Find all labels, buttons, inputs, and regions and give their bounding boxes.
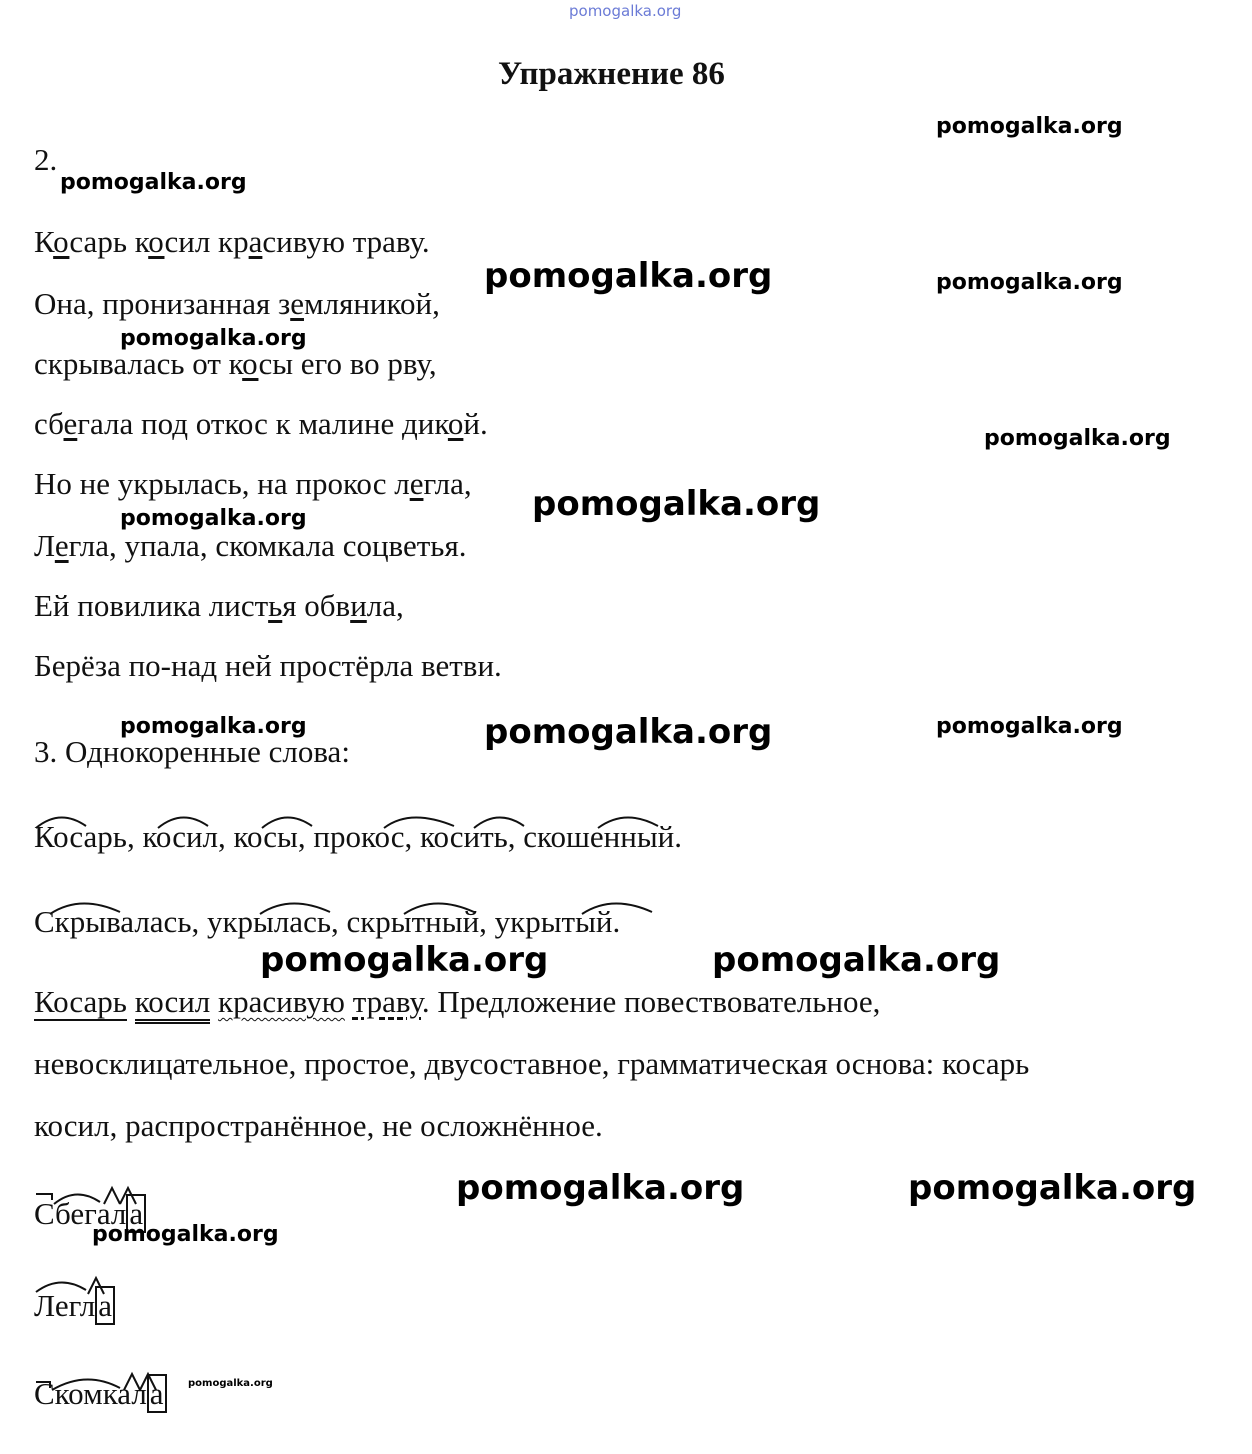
- poem-text: й.: [463, 406, 488, 441]
- cognates-line-1: Косарь, косил, косы, прокос, косить, скошенный.: [34, 819, 682, 854]
- poem-text: Ей повилика лист: [34, 588, 269, 623]
- watermark[interactable]: pomogalka.org: [60, 170, 247, 195]
- watermark[interactable]: pomogalka.org: [120, 714, 307, 739]
- poem-text: гла,: [423, 466, 472, 501]
- poem-text: сивую траву.: [262, 224, 430, 259]
- marked-vowel: е: [290, 286, 304, 321]
- poem-text: сил кр: [164, 224, 249, 259]
- watermark-top[interactable]: pomogalka.org: [569, 2, 682, 20]
- analysis-rest: . Предложение повествовательное,: [421, 984, 881, 1019]
- marked-vowel: и: [350, 588, 367, 623]
- cognates-line-2: Скрывалась, укрылась, скрытный, укрытый.: [34, 904, 621, 939]
- word-ending: а: [126, 1194, 146, 1233]
- section-number: 2.: [34, 142, 58, 177]
- analysis-line-3: косил, распространённое, не осложнённое.: [34, 1108, 603, 1143]
- subject-word: Косарь: [34, 984, 127, 1019]
- marked-vowel: е: [63, 406, 78, 441]
- marked-vowel: а: [248, 224, 263, 259]
- poem-text: Берёза по-над ней простёрла ветви.: [34, 648, 502, 683]
- predicate-word: косил: [135, 984, 211, 1024]
- poem-text: я обв: [282, 588, 351, 623]
- poem-text: сб: [34, 406, 64, 441]
- poem-text: скрывалась от к: [34, 346, 243, 381]
- watermark-large[interactable]: pomogalka.org: [456, 1168, 745, 1208]
- word-stem: Легл: [34, 1288, 96, 1323]
- poem-text: Л: [34, 528, 55, 563]
- word-ending: а: [147, 1374, 167, 1413]
- word-ending: а: [95, 1286, 115, 1325]
- watermark[interactable]: pomogalka.org: [936, 270, 1123, 295]
- word-stem: Скомкал: [34, 1376, 147, 1411]
- page-title: Упражнение 86: [498, 56, 725, 92]
- poem-text: Но не укрылась, на прокос л: [34, 466, 410, 501]
- poem-text: гала под откос к малине дик: [77, 406, 448, 441]
- poem-text: сарь к: [69, 224, 149, 259]
- marked-vowel: о: [148, 224, 165, 259]
- marked-vowel: о: [242, 346, 259, 381]
- watermark[interactable]: pomogalka.org: [120, 326, 307, 351]
- object-word: траву: [352, 984, 422, 1019]
- poem-text: гла, упала, скомкала соцветья.: [68, 528, 467, 563]
- watermark-large[interactable]: pomogalka.org: [532, 484, 821, 524]
- watermark[interactable]: pomogalka.org: [120, 506, 307, 531]
- word-stem: Сбегал: [34, 1196, 127, 1231]
- poem-text: сы его во рву,: [258, 346, 437, 381]
- poem-text: мляникой,: [303, 286, 440, 321]
- attribute-word: красивую: [218, 984, 345, 1019]
- watermark-large[interactable]: pomogalka.org: [484, 712, 773, 752]
- watermark[interactable]: pomogalka.org: [92, 1222, 279, 1247]
- watermark-large[interactable]: pomogalka.org: [260, 940, 549, 980]
- marked-vowel: о: [447, 406, 464, 441]
- watermark-large[interactable]: pomogalka.org: [484, 256, 773, 296]
- watermark[interactable]: pomogalka.org: [984, 426, 1171, 451]
- marked-vowel: е: [409, 466, 424, 501]
- poem-text: К: [34, 224, 54, 259]
- watermark-tiny[interactable]: pomogalka.org: [188, 1378, 273, 1389]
- marked-vowel: е: [54, 528, 69, 563]
- watermark-large[interactable]: pomogalka.org: [908, 1168, 1197, 1208]
- section3-heading: 3. Однокоренные слова:: [34, 734, 350, 769]
- poem-text: Она, пронизанная з: [34, 286, 291, 321]
- marked-vowel: о: [53, 224, 70, 259]
- poem-text: ла,: [366, 588, 404, 623]
- watermark[interactable]: pomogalka.org: [936, 114, 1123, 139]
- marked-vowel: ь: [268, 588, 283, 623]
- watermark-large[interactable]: pomogalka.org: [712, 940, 1001, 980]
- analysis-line-2: невосклицательное, простое, двусоставное, грамматическая основа: косарь: [34, 1046, 1030, 1081]
- watermark[interactable]: pomogalka.org: [936, 714, 1123, 739]
